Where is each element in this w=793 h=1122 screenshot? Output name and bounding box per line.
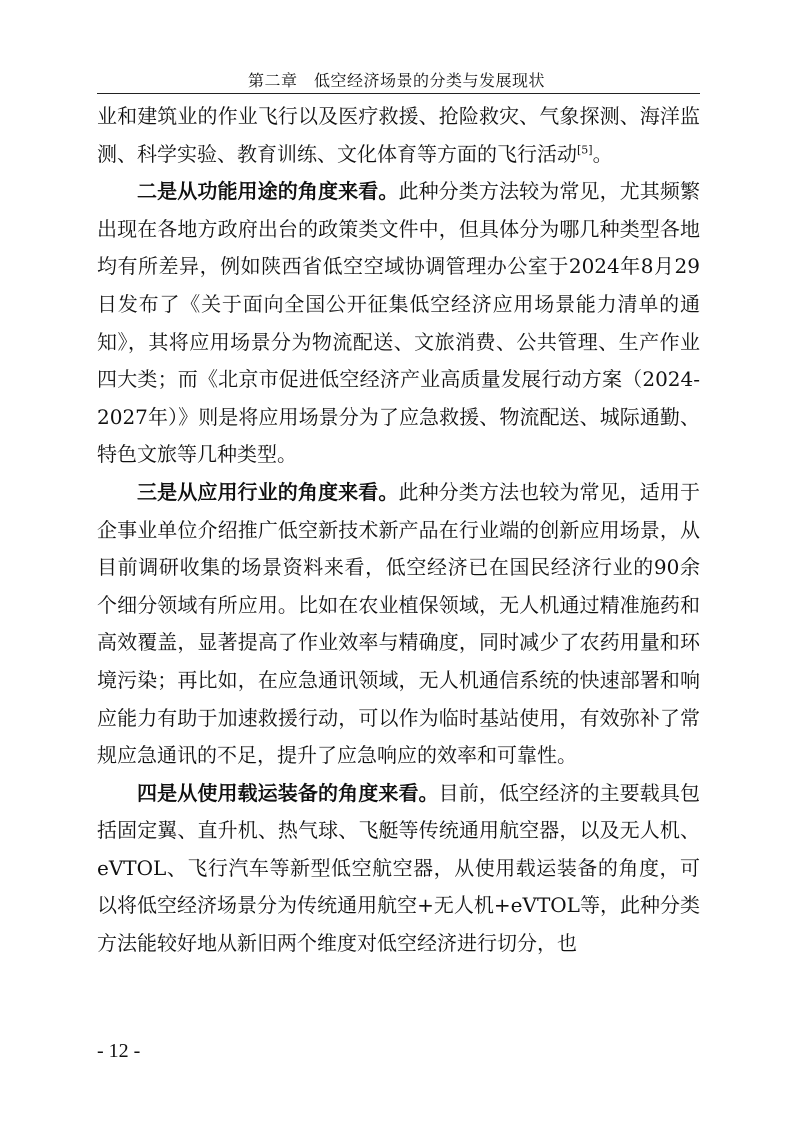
- running-header: 第二章 低空经济场景的分类与发展现状: [247, 71, 545, 90]
- paragraph-lead: 二是从功能用途的角度来看。: [137, 179, 399, 204]
- paragraph-lead: 三是从应用行业的角度来看。: [137, 479, 399, 504]
- paragraph-tail: 。: [592, 141, 613, 166]
- paragraph-equipment: [97, 775, 700, 963]
- paragraph-function-use: [97, 173, 700, 474]
- paragraph-lead: 四是从使用载运装备的角度来看。: [137, 780, 439, 805]
- paragraph-industry: [97, 474, 700, 775]
- paragraph-text: 此种分类方法也较为常见，适用于企事业单位介绍推广低空新技术新产品在行业端的创新应用场景，从目前调研收集的场景资料来看，低空经济已在国民经济行业的90余个细分领域有所应用。比如在农业植保领域，无人机通过精准施药和高效覆盖，显著提高了作业效率与精确度，同时减少了农药用量和环境污染；再比如，在应急通讯领域，无人机通信系统的快速部署和响应能力有助于加速救援行动，可以作为临时基站使用，有效弥补了常规应急通讯的不足，提升了应急响应的效率和可靠性。: [97, 479, 701, 768]
- citation-mark: [5]: [577, 142, 593, 156]
- header-divider: [97, 93, 700, 94]
- page-number: - 12 -: [97, 1040, 141, 1062]
- paragraph-text: 此种分类方法较为常见，尤其频繁出现在各地方政府出台的政策类文件中，但具体分为哪几种类型各地均有所差异，例如陕西省低空空域协调管理办公室于2024年8月29日发布了《关于面向全国公开征集低空经济应用场景能力清单的通知》，其将应用场景分为物流配送、文旅消费、公共管理、生产作业四大类；而《北京市促进低空经济产业高质量发展行动方案（2024-2027年）》则是将应用场景分为了应急救援、物流配送、城际通勤、特色文旅等几种类型。: [97, 179, 701, 467]
- paragraph-continuation: [97, 98, 700, 173]
- body-text: [97, 98, 700, 963]
- paragraph-text: 目前，低空经济的主要载具包括固定翼、直升机、热气球、飞艇等传统通用航空器，以及无人机、eVTOL、飞行汽车等新型低空航空器，从使用载运装备的角度，可以将低空经济场景分为传统通用航空+无人机+eVTOL等，此种分类方法能较好地从新旧两个维度对低空经济进行切分，也: [97, 780, 701, 956]
- paragraph-text: 业和建筑业的作业飞行以及医疗救援、抢险救灾、气象探测、海洋监测、科学实验、教育训练、文化体育等方面的飞行活动: [97, 104, 700, 166]
